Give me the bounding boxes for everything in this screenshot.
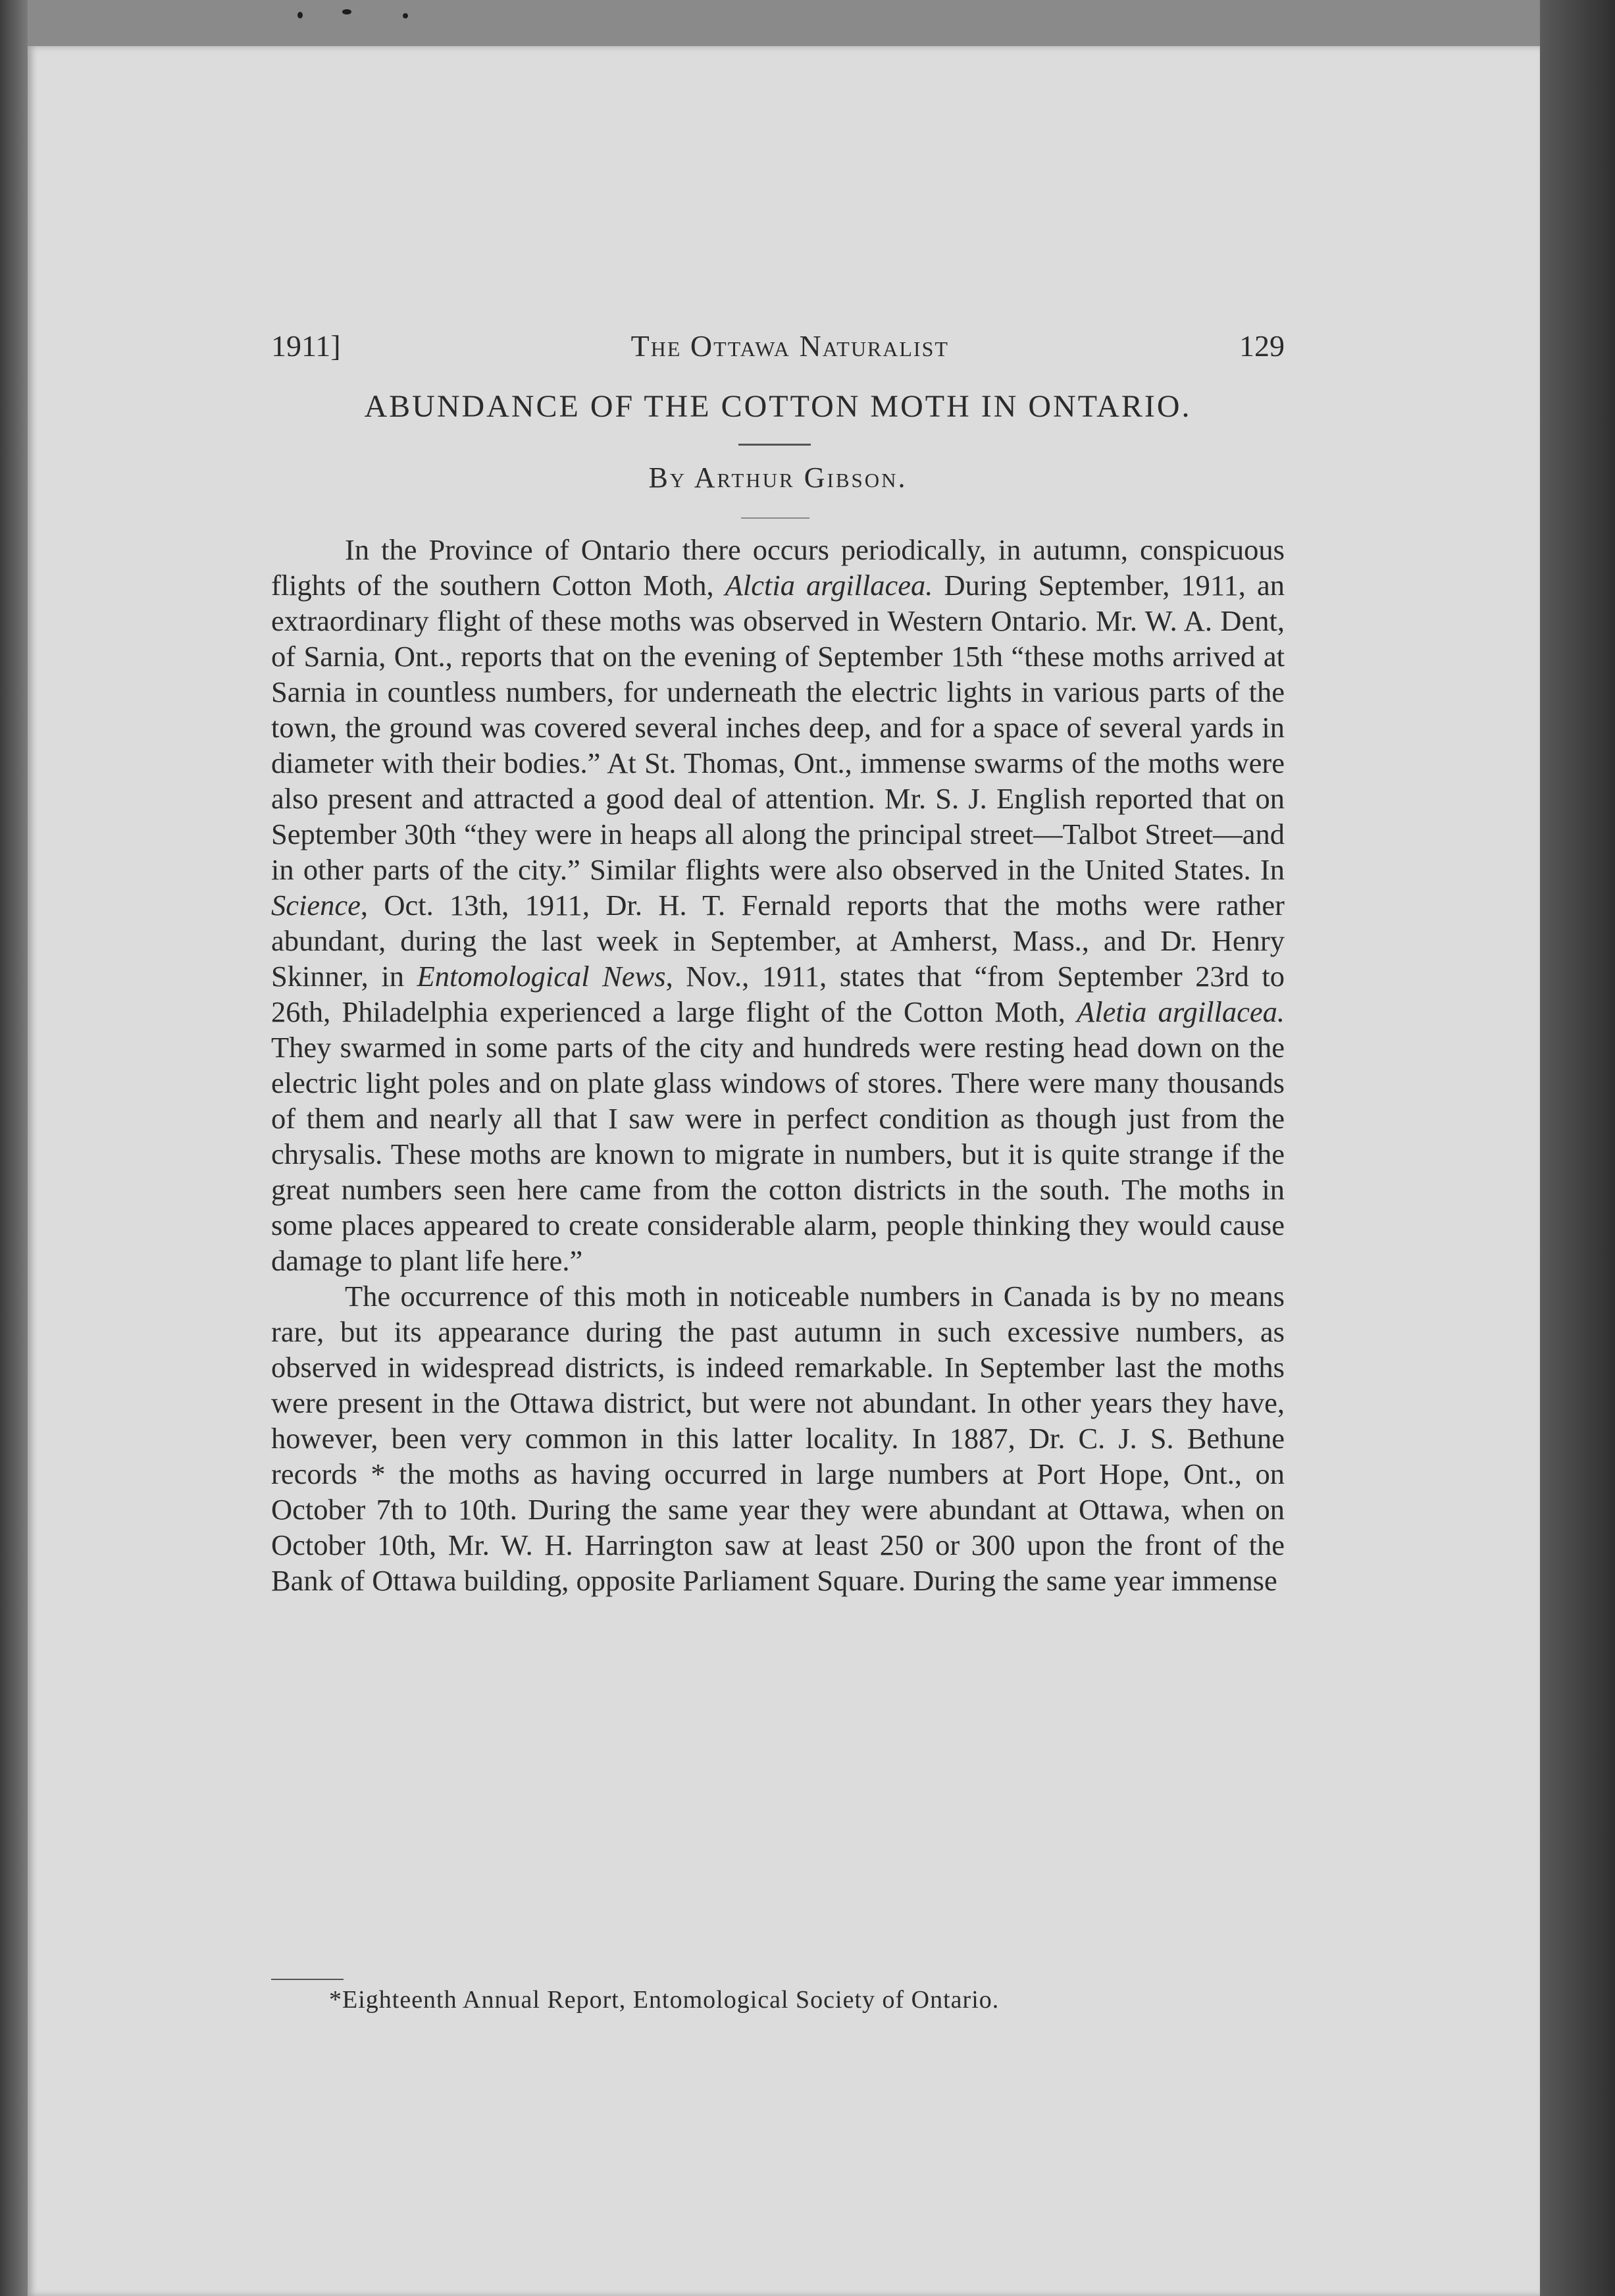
header-year: 1911] — [271, 328, 341, 363]
species-name-italic: Aletia argillacea. — [1077, 995, 1285, 1028]
running-head — [271, 323, 1285, 369]
journal-name-italic: Entomological News — [417, 960, 666, 993]
article-title: ABUNDANCE OF THE COTTON MOTH IN ONTARIO. — [364, 389, 1192, 424]
species-name-italic: Alctia argillacea. — [725, 569, 933, 602]
footnote: *Eighteenth Annual Report, Entomological Society of Ontario. — [329, 1986, 1000, 2014]
dust-speck — [403, 13, 408, 18]
article-body — [271, 532, 1285, 1598]
paragraph-1-text-a: In the Province of Ontario there occurs periodically, in autumn, conspicuous flights of the southern Cotton Moth, — [271, 533, 1285, 602]
scan-border-right — [1540, 0, 1615, 2296]
paragraph-1 — [271, 532, 1285, 1278]
footnote-divider — [271, 1979, 344, 1980]
paragraph-1-text-c: , Oct. 13th, 1911, Dr. H. T. Fernald reports that the moths were rather abundant, during the last week in September, at Amherst, Mass., and Dr. Henry Skinner, in — [271, 889, 1285, 993]
journal-name-italic: Science — [271, 889, 361, 922]
paragraph-2: The occurrence of this moth in noticeable numbers in Canada is by no means rare, but its appearance during the past autumn in such excessive numbers, as observed in widespread districts, is indeed remarkable. In September last the moths were present in the Ottawa district, but were not abundant. In other years they have, however, been very common in this latter locality. In 1887, Dr. C. J. S. Bethune records * the moths as having occurred in large numbers at Port Hope, Ont., on October 7th to 10th. During the same year they were abundant at Ottawa, when on October 10th, Mr. W. H. Harrington saw at least 250 or 300 upon the front of the Bank of Ottawa building, opposite Parliament Square. During the same year immense — [271, 1280, 1285, 1597]
paragraph-1-text-d: , Nov., 1911, states that “from September 23rd to 26th, Philadelphia experienced a large flight of the Cotton Moth, — [271, 960, 1285, 1028]
article-byline: By Arthur Gibson. — [648, 461, 908, 494]
page-number: 129 — [1239, 328, 1285, 363]
title-divider — [738, 444, 811, 446]
dust-speck — [342, 9, 351, 14]
byline-divider — [741, 517, 809, 519]
paragraph-1-text-e: They swarmed in some parts of the city and hundreds were resting head down on the electric light poles and on plate glass windows of stores. There were many thousands of them and nearly all that I saw were in perfect condition as though just from the chrysalis. These moths are known to migrate in numbers, but it is quite strange if the great numbers seen here came from the cotton districts in the south. The moths in some places appeared to create considerable alarm, people thinking they would cause damage to plant life here.” — [271, 1031, 1285, 1277]
dust-speck — [297, 12, 303, 18]
adjacent-page-edge — [0, 0, 28, 2296]
paragraph-1-text-b: During September, 1911, an extraordinary flight of these moths was observed in Western Ontario. Mr. W. A. Dent, of Sarnia, Ont., reports that on the evening of September 15th “these moths arrived at Sarnia in countless numbers, for underneath the electric lights in various parts of the town, the ground was covered several inches deep, and for a space of several yards in diameter with their bodies.” At St. Thomas, Ont., immense swarms of the moths were also present and attracted a good deal of attention. Mr. S. J. English reported that on September 30th “they were in heaps all along the principal street—Talbot Street—and in other parts of the city.” Similar flights were also observed in the United States. In — [271, 569, 1285, 886]
journal-title: The Ottawa Naturalist — [630, 328, 949, 363]
